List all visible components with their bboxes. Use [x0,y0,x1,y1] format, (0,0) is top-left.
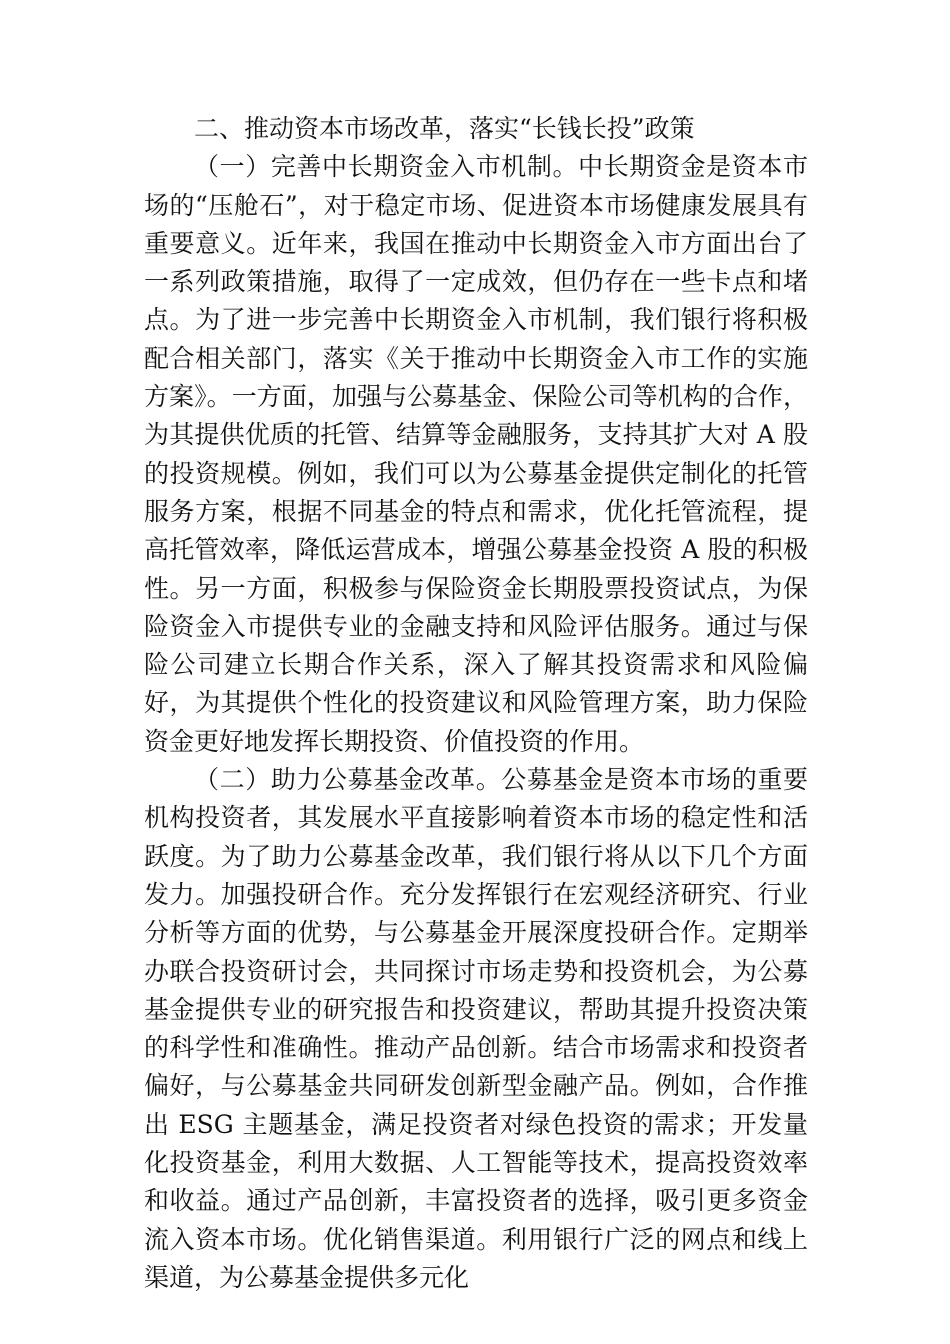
section-heading: 二、推动资本市场改革，落实“长钱长投”政策 [194,114,695,143]
paragraph-public-fund-reform: （二）助力公募基金改革。公募基金是资本市场的重要机构投资者，其发展水平直接影响着资本市场的稳定性和活跃度。为了助力公募基金改革，我们银行将从以下几个方面发力。加强投研合作。充分发挥银行在宏观经济研究、行业分析等方面的优势，与公募基金开展深度投研合作。定期举办联合投资研讨会，共同探讨市场走势和投资机会，为公募基金提供专业的研究报告和投资建议，帮助其提升投资决策的科学性和准确性。推动产品创新。结合市场需求和投资者偏好，与公募基金共同研发创新型金融产品。例如，合作推出 ESG 主题基金，满足投资者对绿色投资的需求；开发量化投资基金，利用大数据、人工智能等技术，提高投资效率和收益。通过产品创新，丰富投资者的选择，吸引更多资金流入资本市场。优化销售渠道。利用银行广泛的网点和线上渠道，为公募基金提供多元化 [144,765,808,1292]
paragraph-mid-long-term-funds: （一）完善中长期资金入市机制。中长期资金是资本市场的“压舱石”，对于稳定市场、促进资本市场健康发展具有重要意义。近年来，我国在推动中长期资金入市方面出台了一系列政策措施，取得了一定成效，但仍存在一些卡点和堵点。为了进一步完善中长期资金入市机制，我们银行将积极配合相关部门，落实《关于推动中长期资金入市工作的实施方案》。一方面，加强与公募基金、保险公司等机构的合作，为其提供优质的托管、结算等金融服务，支持其扩大对 A 股的投资规模。例如，我们可以为公募基金提供定制化的托管服务方案，根据不同基金的特点和需求，优化托管流程，提高托管效率，降低运营成本，增强公募基金投资 A 股的积极性。另一方面，积极参与保险资金长期股票投资试点，为保险资金入市提供专业的金融支持和风险评估服务。通过与保险公司建立长期合作关系，深入了解其投资需求和风险偏好，为其提供个性化的投资建议和风险管理方案，助力保险资金更好地发挥长期投资、价值投资的作用。 [144,152,808,756]
document-page [144,110,808,1297]
